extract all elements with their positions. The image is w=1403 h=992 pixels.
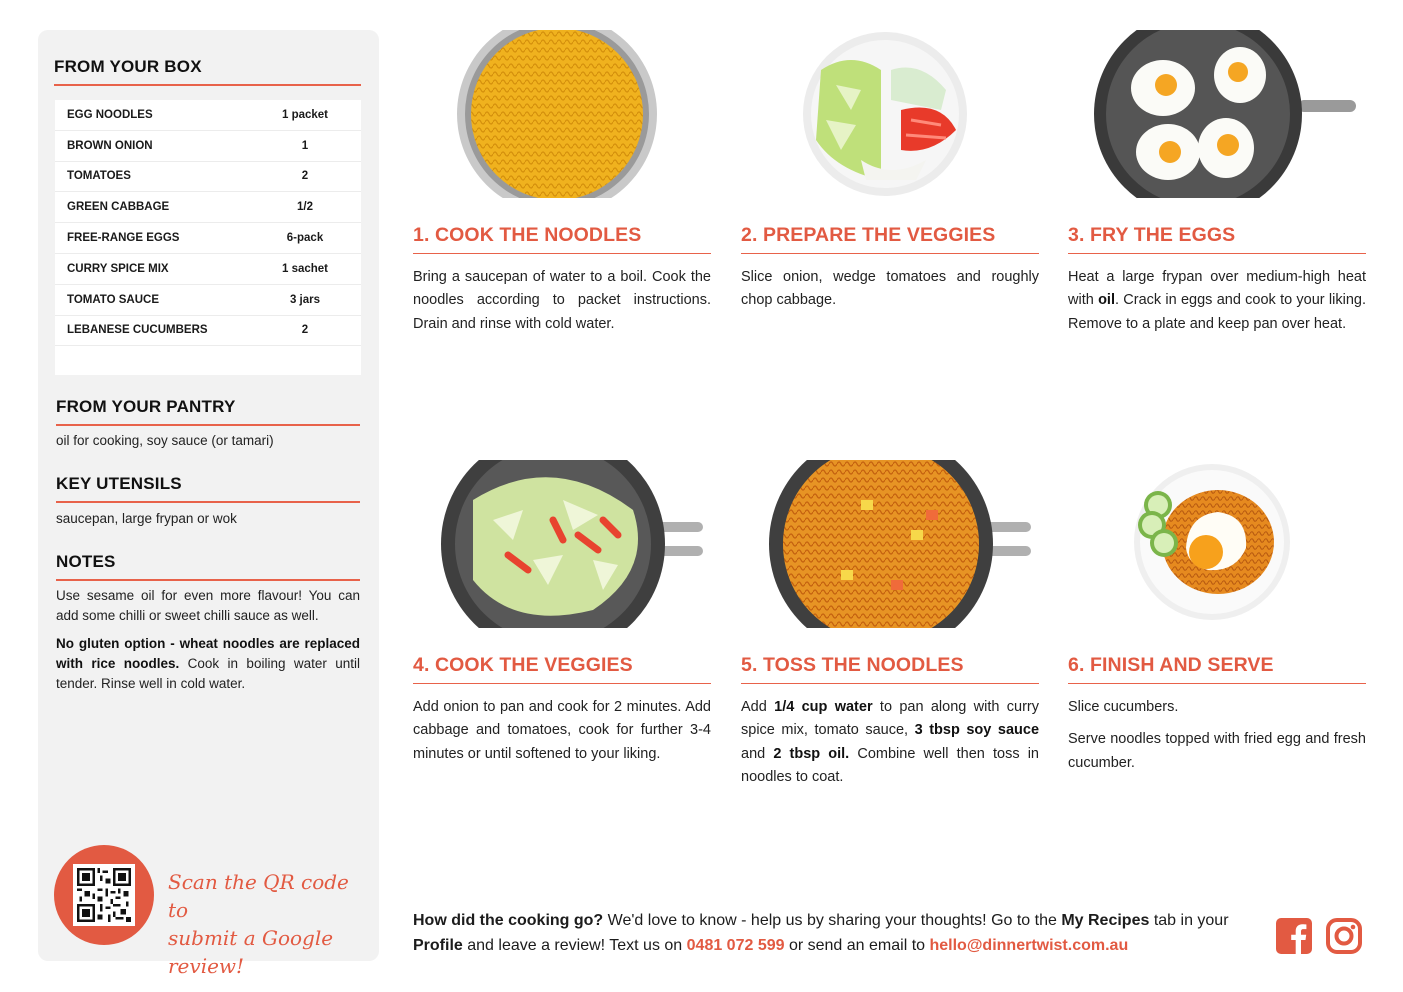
ingredient-name: TOMATO SAUCE — [67, 293, 160, 306]
review-footer — [413, 908, 1263, 958]
note-2-bold: No gluten option - wheat noodles are replaced with rice noodles. — [56, 636, 360, 671]
step-5-bold: 1/4 cup water — [774, 699, 873, 715]
instagram-icon[interactable] — [1325, 917, 1363, 955]
footer-text: and leave a review! Text us on — [462, 937, 687, 954]
table-row — [55, 254, 361, 285]
table-row — [55, 162, 361, 193]
step-4-text — [413, 696, 711, 766]
step-5-title: 5. TOSS THE NOODLES — [741, 654, 1039, 684]
step-3 — [1068, 30, 1366, 345]
ingredient-name: BROWN ONION — [67, 139, 153, 152]
note-2 — [56, 634, 360, 694]
utensils-text: saucepan, large frypan or wok — [56, 511, 237, 526]
step-2-title: 2. PREPARE THE VEGGIES — [741, 224, 1039, 254]
step-3-body — [1068, 266, 1366, 336]
step-5-bold: 3 tbsp soy sauce — [914, 722, 1040, 739]
table-row — [55, 100, 361, 131]
table-row — [55, 192, 361, 223]
notes-body — [56, 586, 360, 702]
footer-my-recipes: My Recipes — [1061, 912, 1150, 929]
footer-text: or send an email to — [784, 937, 930, 954]
footer-text: tab in your — [1149, 912, 1229, 929]
step-3-text — [1068, 266, 1366, 336]
pantry-text: oil for cooking, soy sauce (or tamari) — [56, 433, 274, 448]
ingredient-name: GREEN CABBAGE — [67, 201, 170, 214]
step-1 — [413, 30, 711, 345]
qr-code-icon — [73, 864, 135, 926]
pantry-title: FROM YOUR PANTRY — [56, 397, 360, 426]
step-6-text — [1068, 696, 1366, 775]
finished-dish-image — [1068, 460, 1366, 628]
footer-text: We'd love to know - help us by sharing your thoughts! Go to the — [603, 912, 1062, 929]
qr-caption-line-2: submit a Google review! — [168, 926, 334, 978]
fried-eggs-pan-image — [1068, 30, 1366, 198]
tossed-noodles-pan-image — [741, 460, 1039, 628]
step-5-bold: 2 tbsp oil. — [773, 745, 850, 762]
step-1-text — [413, 266, 711, 336]
ingredient-name: TOMATOES — [67, 170, 131, 183]
email-link[interactable]: hello@dinnertwist.com.au — [929, 937, 1129, 954]
qr-caption-line-1: Scan the QR code to — [168, 870, 349, 922]
table-row — [55, 223, 361, 254]
step-6 — [1068, 460, 1366, 784]
step-4-body: Add onion to pan and cook for 2 minutes. Add cabbage and tomatoes, cook for further 3-4 minutes or until softened to your liking. — [413, 699, 711, 762]
note-2-rest: Cook in boiling water until tender. Rinse well in cold water. — [56, 656, 360, 691]
step-4-title: 4. COOK THE VEGGIES — [413, 654, 711, 684]
ingredient-name: CURRY SPICE MIX — [67, 262, 169, 275]
utensils-title: KEY UTENSILS — [56, 474, 360, 503]
ingredient-qty: 1/2 — [297, 201, 313, 214]
veggies-plate-image — [741, 30, 1039, 198]
phone-link[interactable]: 0481 072 599 — [686, 937, 785, 954]
step-2 — [741, 30, 1039, 322]
step-5-body — [741, 696, 1039, 789]
step-5-text-part: Combine well then toss in noodles to coat. — [741, 745, 1039, 785]
ingredient-qty: 3 jars — [289, 293, 321, 306]
qr-caption — [168, 868, 368, 980]
step-3-text-part: Heat a large frypan over medium-high heat with — [1068, 269, 1366, 309]
step-5-text-part: to pan along with curry spice mix, tomato sauce, — [741, 699, 1039, 739]
ingredient-qty: 1 sachet — [281, 262, 329, 275]
step-3-text-part: . Crack in eggs and cook to your liking. Remove to a plate and keep pan over heat. — [1068, 292, 1366, 332]
table-row — [55, 316, 361, 347]
footer-profile: Profile — [413, 937, 463, 954]
ingredient-qty: 1 — [301, 139, 309, 152]
ingredient-qty: 2 — [301, 324, 309, 337]
step-5-text-part: and — [741, 745, 774, 762]
step-4 — [413, 460, 711, 775]
table-row — [55, 131, 361, 162]
step-3-bold: oil — [1098, 292, 1115, 309]
table-row — [55, 285, 361, 316]
veggies-pan-image — [413, 460, 711, 628]
step-5 — [741, 460, 1039, 798]
step-1-title: 1. COOK THE NOODLES — [413, 224, 711, 254]
note-1: Use sesame oil for even more flavour! You can add some chilli or sweet chilli sauce as well. — [56, 588, 360, 623]
from-your-box-title: FROM YOUR BOX — [54, 57, 361, 86]
ingredient-qty: 1 packet — [281, 108, 329, 121]
notes-title: NOTES — [56, 552, 360, 581]
step-6-title: 6. FINISH AND SERVE — [1068, 654, 1366, 684]
noodles-pot-image — [413, 30, 711, 198]
ingredient-qty: 6-pack — [286, 232, 324, 245]
step-5-text — [741, 696, 1039, 789]
ingredient-qty: 2 — [301, 170, 309, 183]
step-3-title: 3. FRY THE EGGS — [1068, 224, 1366, 254]
step-6-body-2: Serve noodles topped with fried egg and fresh cucumber. — [1068, 731, 1366, 771]
step-2-text — [741, 266, 1039, 313]
footer-question: How did the cooking go? — [413, 912, 604, 929]
step-6-body-1: Slice cucumbers. — [1068, 699, 1179, 715]
qr-code-badge[interactable] — [54, 845, 154, 945]
sidebar-panel — [38, 30, 379, 978]
step-5-text-part: Add — [741, 699, 775, 715]
ingredient-name: FREE-RANGE EGGS — [67, 232, 180, 245]
step-1-body: Bring a saucepan of water to a boil. Cook the noodles according to packet instructions. Drain and rinse with cold water. — [413, 269, 711, 332]
ingredients-table — [55, 100, 361, 375]
facebook-icon[interactable] — [1275, 917, 1313, 955]
step-2-body: Slice onion, wedge tomatoes and roughly chop cabbage. — [741, 269, 1039, 309]
ingredient-name: LEBANESE CUCUMBERS — [67, 324, 208, 337]
ingredient-name: EGG NOODLES — [67, 108, 153, 121]
